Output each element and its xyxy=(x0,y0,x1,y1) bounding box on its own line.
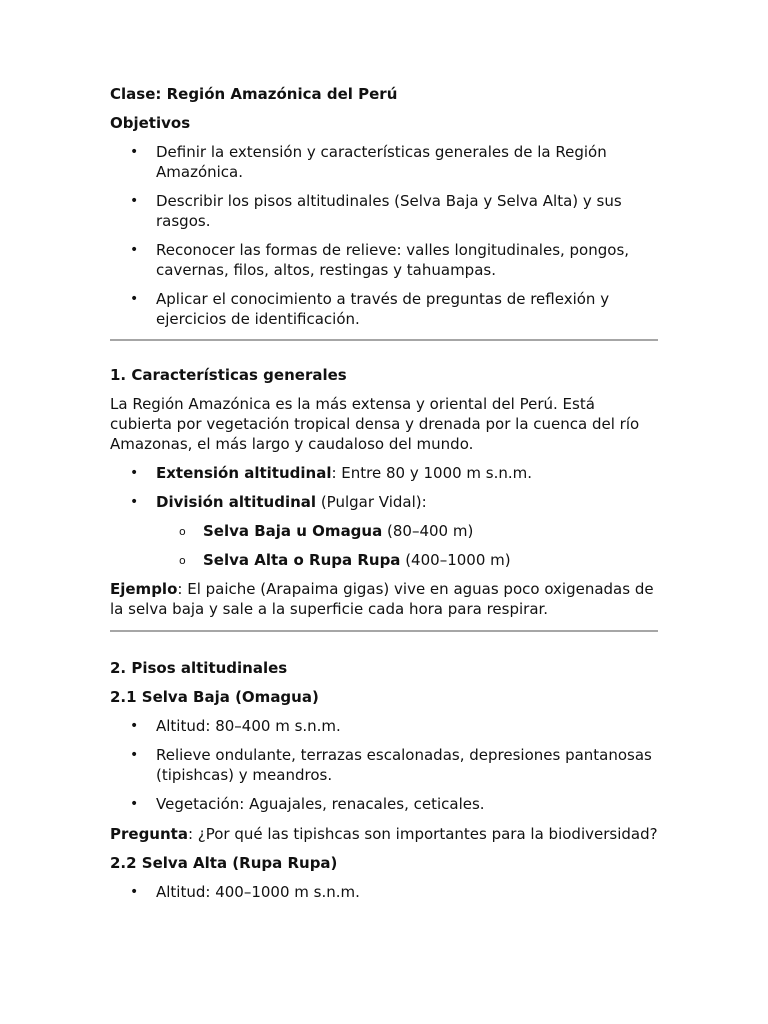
sub-item-label: Selva Alta o Rupa Rupa xyxy=(203,551,401,569)
division-sublist xyxy=(110,521,658,570)
document-page xyxy=(110,84,658,902)
list-item: • Describir los pisos altitudinales (Selva Baja y Selva Alta) y sus rasgos. xyxy=(110,191,658,231)
sub-list-item xyxy=(110,521,658,541)
section1-heading: 1. Características generales xyxy=(110,366,347,384)
divider xyxy=(110,339,658,341)
example-paragraph xyxy=(110,579,658,619)
list-item: • Altitud: 400–1000 m s.n.m. xyxy=(110,882,658,902)
question-text: : ¿Por qué las tipishcas son importantes para la biodiversidad? xyxy=(187,825,658,843)
extension-label: Extensión altitudinal xyxy=(156,464,332,482)
sub-item-text: (80–400 m) xyxy=(382,522,474,540)
question-label: Pregunta xyxy=(110,825,188,843)
division-text: (Pulgar Vidal): xyxy=(316,493,427,511)
question-paragraph xyxy=(110,824,658,844)
sub-list-item xyxy=(110,550,658,570)
objectives-list xyxy=(110,142,658,329)
document-title: Clase: Región Amazónica del Perú xyxy=(110,85,398,103)
divider xyxy=(110,630,658,632)
section2-1-heading: 2.1 Selva Baja (Omagua) xyxy=(110,688,319,706)
section2-2-list xyxy=(110,882,658,902)
sub-item-label: Selva Baja u Omagua xyxy=(203,522,383,540)
list-item: • Aplicar el conocimiento a través de preguntas de reflexión y ejercicios de identificación. xyxy=(110,289,658,329)
list-item-division xyxy=(110,492,658,570)
division-label: División altitudinal xyxy=(156,493,317,511)
objectives-heading: Objetivos xyxy=(110,114,191,132)
example-label: Ejemplo xyxy=(110,580,178,598)
section2-heading: 2. Pisos altitudinales xyxy=(110,659,288,677)
example-text: : El paiche (Arapaima gigas) vive en aguas poco oxigenadas de la selva baja y sale a la superficie cada hora para respirar. xyxy=(110,580,654,618)
list-item: • Definir la extensión y características generales de la Región Amazónica. xyxy=(110,142,658,182)
list-item: • Vegetación: Aguajales, renacales, ceticales. xyxy=(110,794,658,814)
section2-2-heading: 2.2 Selva Alta (Rupa Rupa) xyxy=(110,854,338,872)
section1-intro: La Región Amazónica es la más extensa y oriental del Perú. Está cubierta por vegetación tropical densa y drenada por la cuenca del río Amazonas, el más largo y caudaloso del mundo. xyxy=(110,395,640,453)
list-item: • Altitud: 80–400 m s.n.m. xyxy=(110,716,658,736)
list-item-extension xyxy=(110,463,658,483)
sub-item-text: (400–1000 m) xyxy=(400,551,511,569)
extension-text: : Entre 80 y 1000 m s.n.m. xyxy=(331,464,533,482)
list-item: • Relieve ondulante, terrazas escalonadas, depresiones pantanosas (tipishcas) y meandros. xyxy=(110,745,658,785)
list-item: • Reconocer las formas de relieve: valles longitudinales, pongos, cavernas, filos, altos, restingas y tahuampas. xyxy=(110,240,658,280)
section1-list xyxy=(110,463,658,570)
section2-1-list xyxy=(110,716,658,814)
